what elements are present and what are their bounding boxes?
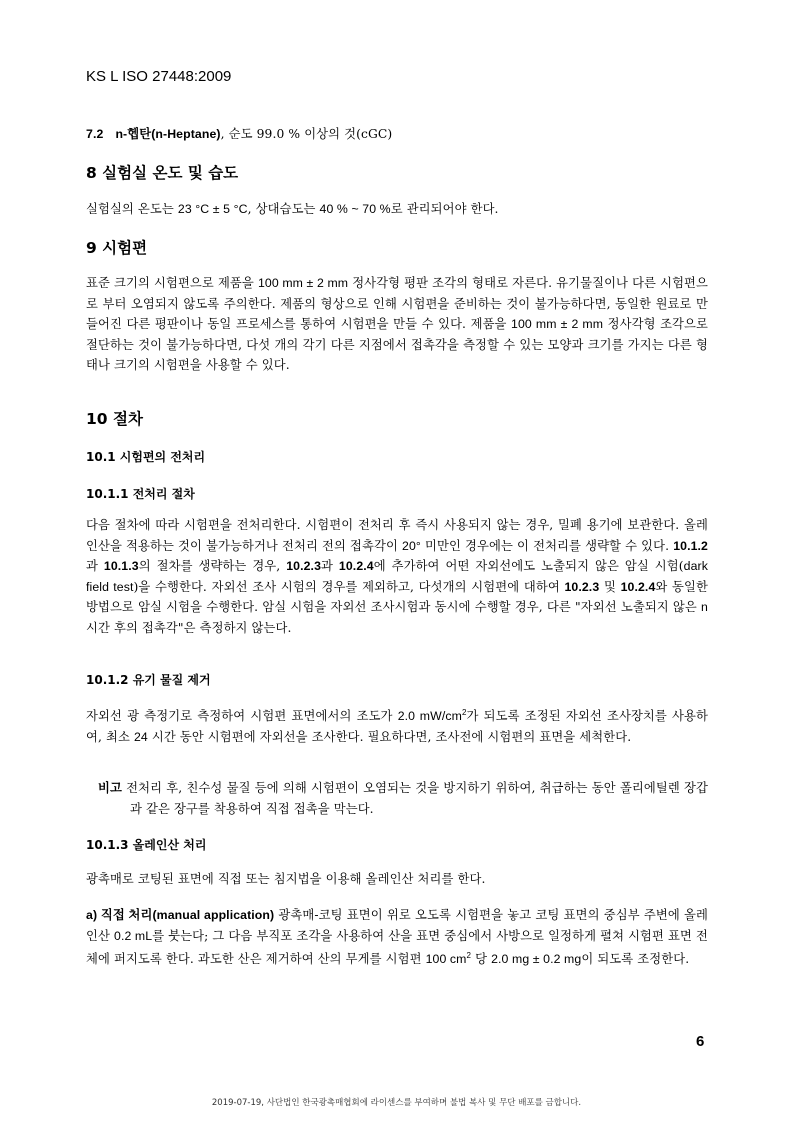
note-text: 전처리 후, 친수성 물질 등에 의해 시험편이 오염되는 것을 방지하기 위하여, 취급하는 동안 폴리에틸렌 장갑과 같은 장구를 착용하여 직접 접촉을 막는다. [121, 781, 708, 816]
ref-10-2-3: 10.2.3 [286, 559, 322, 574]
section-8-title: 8 실험실 온도 및 습도 [86, 164, 239, 182]
section-10-1-3-intro: 광촉매로 코팅된 표면에 직접 또는 침지법을 이용해 올레인산 처리를 한다. [86, 872, 486, 886]
section-10-1-3-title: 10.1.3 올레인산 처리 [86, 838, 207, 852]
section-10-1-title: 10.1 시험편의 전처리 [86, 450, 206, 464]
section-9-paragraph: 표준 크기의 시험편으로 제품을 100 mm ± 2 mm 정사각형 평판 조각의 형태로 자른다. 유기물질이나 다른 시험편으로 부터 오염되지 않도록 주의한다. 제품의 형상으로 인해 시험편을 준비하는 것이 불가능하다면, 동일한 원료로 만들어진 다른 평판이나 동일 프로세스를 통하여 시험편을 만들 수 있다. 제품을 100 mm ± 2 mm 정사각형 조각으로 절단하는 것이 불가능하다면, 다섯 개의 각기 다른 지점에서 접촉각을 측정할 수 있는 모양과 크기를 가지는 다른 형태나 크기의 시험편을 사용할 수 있다. [86, 276, 708, 373]
ref-10-1-3: 10.1.3 [103, 559, 139, 574]
section-10-1-1-title: 10.1.1 전처리 절차 [86, 487, 195, 501]
ref-10-1-2: 10.1.2 [673, 538, 708, 553]
manual-application-label: a) 직접 처리(manual application) [86, 908, 275, 922]
section-10-1-2-paragraph: 자외선 광 측정기로 측정하여 시험편 표면에서의 조도가 2.0 $mW/cm^2$가 되도록 조정된 자외선 조사장치를 사용하여, 최소 24 시간 동안 시험편에 자외선을 조사한다. 필요하다면, 조사전에 시험편의 표면을 세척한다. [86, 708, 708, 744]
license-footer: 2019-07-19, 사단법인 한국광촉매협회에 라이센스를 부여하며 불법 복사 및 무단 배포를 금합니다. [211, 1098, 582, 1108]
manual-application-paragraph: a) 직접 처리(manual application) 광촉매-코팅 표면이 위로 오도록 시험편을 놓고 코팅 표면의 중심부 주변에 올레인산 0.2 mL를 붓는다; 그 다음 부직포 조각을 사용하여 산을 표면 중심에서 사방으로 일정하게 펼쳐 시험편 표면 전체에 퍼지도록 한다. 과도한 산은 제거하여 산의 무게를 시험편 100 $cm^2$ 당 2.0 mg ± 0.2 mg이 되도록 조정한다. [86, 908, 709, 967]
section-10-1-1-paragraph: 다음 절차에 따라 시험편을 전처리한다. 시험편이 전처리 후 즉시 사용되지 않는 경우, 밀폐 용기에 보관한다. 올레인산을 적용하는 것이 불가능하거나 전처리 전의 접촉각이 20° 미만인 경우에는 이 전처리를 생략할 수 있다. 10.1.2과 10.1.3의 절차를 생략하는 경우, 10.2.3과 10.2.4에 추가하여 어떤 자외선에도 노출되지 않은 암실 시험(dark field test)을 수행한다. 자외선 조사 시험의 경우를 제외하고, 다섯개의 시험편에 대하여 10.2.3 및 10.2.4와 동일한 방법으로 암실 시험을 수행한다. 암실 시험을 자외선 조사시험과 동시에 수행할 경우, 다른 "자외선 노출되지 않은 n 시간 후의 접촉각"은 측정하지 않는다. [86, 518, 708, 635]
section-8-paragraph: 실험실의 온도는 23 °C ± 5 °C, 상대습도는 40 % ~ 70 %로 관리되어야 한다. [86, 202, 499, 216]
document-header: KS L ISO 27448:2009 [86, 68, 232, 85]
note-block [98, 778, 708, 819]
section-9-title: 9 시험편 [86, 239, 148, 257]
item-7-2-text: , 순도 99.0 % 이상의 것(cGC) [220, 127, 393, 141]
section-10-title: 10 절차 [86, 410, 143, 428]
ref-10-2-3-b: 10.2.3 [564, 579, 600, 594]
item-7-2-name: n-헵탄(n-Heptane) [115, 127, 221, 141]
page-number: 6 [696, 1033, 705, 1050]
item-7-2-number: 7.2 [86, 127, 104, 141]
section-10-1-2-title: 10.1.2 유기 물질 제거 [86, 673, 211, 687]
ref-10-2-4-b: 10.2.4 [620, 579, 656, 594]
note-label: 비고 [98, 781, 122, 795]
ref-10-2-4: 10.2.4 [338, 559, 374, 574]
item-7-2 [86, 124, 708, 145]
